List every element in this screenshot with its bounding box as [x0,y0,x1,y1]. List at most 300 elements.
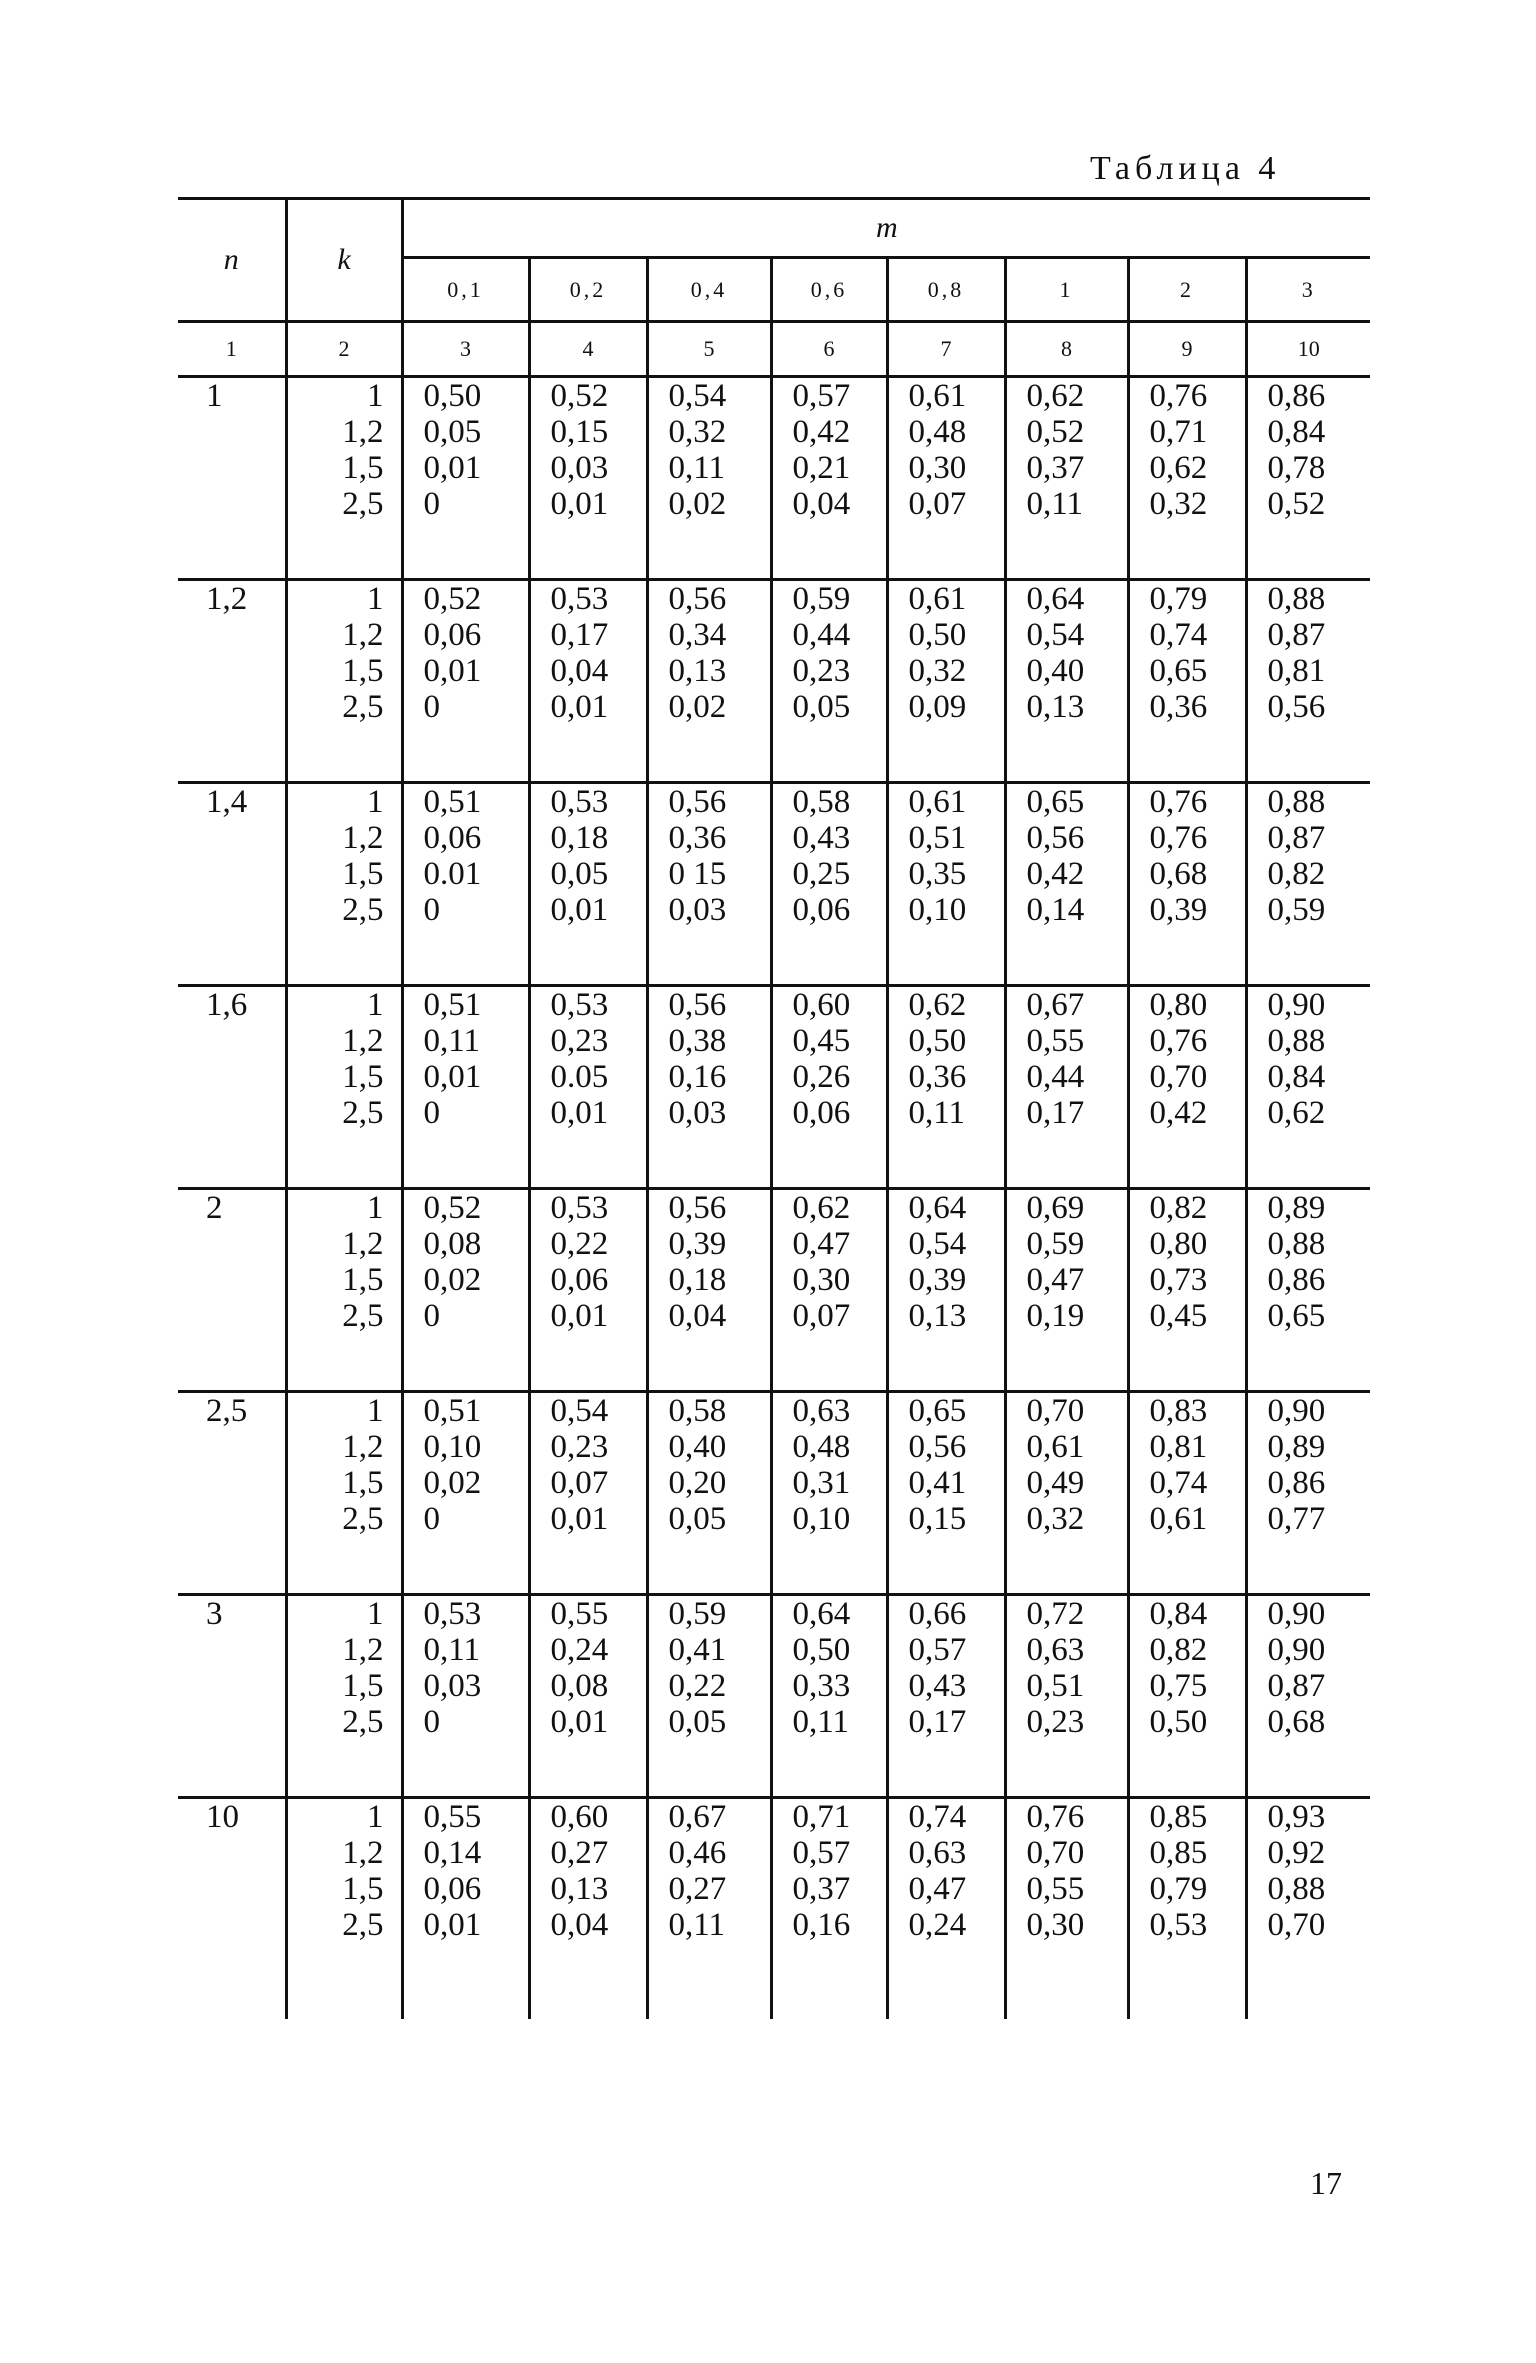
cell-value: 0,73 [1149,1262,1208,1298]
cell-value: 0,42 [792,414,851,450]
cell-value: 0,01 [423,1059,482,1095]
cell-value: 0,66 [908,1596,967,1632]
column-numbers-row [178,322,1370,377]
cell-values [771,377,887,580]
header-m-value: 1 [1005,258,1128,322]
cell-values [647,1392,771,1595]
cell-values [771,1798,887,2020]
cell-value: 0,59 [1267,892,1326,928]
header-m-value: 3 [1246,258,1370,322]
cell-value: 0,76 [1149,820,1208,856]
cell-value: 0,90 [1267,987,1326,1023]
cell-value: 0,01 [423,653,482,689]
table-row-group [178,986,1370,1189]
k-value: 1 [367,1393,384,1429]
cell-value: 0,03 [668,1095,727,1131]
cell-value: 0,06 [792,892,851,928]
cell-values [1128,580,1246,783]
cell-value: 0.05 [550,1059,609,1095]
cell-value: 0,60 [792,987,851,1023]
k-value: 1,5 [342,1668,384,1704]
cell-values [529,1595,647,1798]
cell-value: 0,22 [550,1226,609,1262]
cell-n: 10 [178,1798,286,2020]
cell-value: 0,24 [908,1907,967,1943]
cell-value: 0,32 [908,653,967,689]
cell-value: 0.01 [423,856,482,892]
cell-value: 0,11 [423,1632,481,1668]
k-value: 2,5 [342,1501,384,1537]
cell-values [647,783,771,986]
cell-value: 0,44 [792,617,851,653]
cell-value: 0,55 [1026,1871,1085,1907]
cell-value: 0,64 [792,1596,851,1632]
cell-value: 0,56 [1267,689,1326,725]
cell-value: 0,03 [423,1668,482,1704]
cell-values [1246,580,1370,783]
cell-values [647,1189,771,1392]
cell-values [887,1392,1005,1595]
cell-value: 0,88 [1267,1871,1326,1907]
cell-value: 0,05 [668,1501,727,1537]
cell-value: 0,44 [1026,1059,1085,1095]
cell-values [1128,783,1246,986]
cell-values [1005,1798,1128,2020]
cell-value: 0,01 [550,1095,609,1131]
cell-k [286,580,402,783]
cell-value: 0,54 [908,1226,967,1262]
header-m: m [402,199,1370,258]
cell-value: 0,89 [1267,1429,1326,1465]
cell-k [286,1798,402,2020]
cell-value: 0,01 [423,1907,482,1943]
cell-k [286,377,402,580]
cell-value: 0,53 [550,784,609,820]
k-value: 1 [367,1596,384,1632]
column-number: 8 [1005,322,1128,377]
cell-value: 0,37 [792,1871,851,1907]
cell-value: 0,10 [423,1429,482,1465]
cell-value: 0,88 [1267,1023,1326,1059]
cell-value: 0,90 [1267,1632,1326,1668]
cell-value: 0,90 [1267,1596,1326,1632]
column-number: 1 [178,322,286,377]
cell-value: 0,74 [1149,1465,1208,1501]
cell-value: 0,57 [908,1632,967,1668]
cell-value: 0,57 [792,378,851,414]
cell-value: 0,06 [423,1871,482,1907]
cell-values [402,1595,529,1798]
cell-value: 0,68 [1149,856,1208,892]
cell-value: 0,65 [1267,1298,1326,1334]
header-m-value: 0,4 [647,258,771,322]
cell-value: 0,11 [908,1095,966,1131]
cell-value: 0,53 [550,1190,609,1226]
cell-value: 0,65 [1149,653,1208,689]
column-number: 9 [1128,322,1246,377]
cell-value: 0,01 [423,450,482,486]
cell-value: 0,27 [550,1835,609,1871]
cell-values [771,783,887,986]
cell-values [887,580,1005,783]
cell-value: 0,53 [1149,1907,1208,1943]
cell-value: 0,82 [1149,1632,1208,1668]
k-value: 1,2 [342,617,384,653]
cell-value: 0,70 [1267,1907,1326,1943]
cell-value: 0,80 [1149,1226,1208,1262]
cell-values [1246,1189,1370,1392]
cell-value: 0,63 [908,1835,967,1871]
cell-value: 0,01 [550,892,609,928]
k-value: 1 [367,1190,384,1226]
cell-values [887,1189,1005,1392]
cell-value: 0,62 [1149,450,1208,486]
cell-values [529,1392,647,1595]
cell-value: 0,41 [668,1632,727,1668]
cell-value: 0,55 [423,1799,482,1835]
cell-value: 0,06 [423,617,482,653]
cell-value: 0,92 [1267,1835,1326,1871]
cell-value: 0,76 [1026,1799,1085,1835]
cell-value: 0,51 [908,820,967,856]
cell-value: 0,79 [1149,1871,1208,1907]
cell-value: 0,37 [1026,450,1085,486]
cell-value: 0,50 [1149,1704,1208,1740]
cell-value: 0,04 [550,1907,609,1943]
data-table [178,197,1370,2019]
cell-value: 0,52 [1026,414,1085,450]
cell-values [887,377,1005,580]
cell-value: 0,84 [1149,1596,1208,1632]
k-value: 2,5 [342,689,384,725]
cell-values [1246,1798,1370,2020]
cell-value: 0,51 [1026,1668,1085,1704]
cell-value: 0,42 [1149,1095,1208,1131]
header-m-value: 0,2 [529,258,647,322]
cell-value: 0,87 [1267,1668,1326,1704]
cell-values [1005,377,1128,580]
cell-value: 0 [423,689,440,725]
cell-value: 0,43 [792,820,851,856]
cell-value: 0,62 [908,987,967,1023]
cell-value: 0,48 [908,414,967,450]
cell-value: 0,58 [792,784,851,820]
cell-values [647,580,771,783]
cell-value: 0 [423,1095,440,1131]
cell-value: 0,54 [668,378,727,414]
cell-k [286,1392,402,1595]
cell-values [647,1595,771,1798]
cell-value: 0,69 [1026,1190,1085,1226]
cell-value: 0,47 [1026,1262,1085,1298]
cell-value: 0,18 [668,1262,727,1298]
cell-value: 0,06 [792,1095,851,1131]
cell-value: 0,55 [550,1596,609,1632]
cell-value: 0,16 [792,1907,851,1943]
cell-value: 0,88 [1267,581,1326,617]
cell-value: 0,13 [1026,689,1085,725]
cell-value: 0,93 [1267,1799,1326,1835]
k-value: 1,5 [342,450,384,486]
cell-n: 3 [178,1595,286,1798]
cell-value: 0,51 [423,987,482,1023]
cell-value: 0,21 [792,450,851,486]
cell-value: 0,35 [908,856,967,892]
table-row-group [178,783,1370,986]
cell-value: 0,46 [668,1835,727,1871]
cell-value: 0 [423,892,440,928]
cell-value: 0,63 [1026,1632,1085,1668]
k-value: 1 [367,987,384,1023]
table-row-group [178,580,1370,783]
column-number: 10 [1246,322,1370,377]
k-value: 1,5 [342,856,384,892]
cell-value: 0,14 [1026,892,1085,928]
cell-values [1128,1595,1246,1798]
cell-value: 0,13 [908,1298,967,1334]
cell-values [1005,1392,1128,1595]
cell-value: 0,61 [1149,1501,1208,1537]
cell-value: 0,83 [1149,1393,1208,1429]
cell-value: 0,23 [550,1429,609,1465]
cell-value: 0,01 [550,1501,609,1537]
cell-values [887,1595,1005,1798]
cell-value: 0,22 [668,1668,727,1704]
cell-values [402,580,529,783]
k-value: 1,2 [342,1429,384,1465]
cell-value: 0,53 [550,581,609,617]
cell-value: 0,85 [1149,1835,1208,1871]
cell-value: 0,56 [668,784,727,820]
cell-value: 0,34 [668,617,727,653]
k-value: 1,5 [342,1871,384,1907]
k-value: 1,2 [342,414,384,450]
cell-value: 0,47 [792,1226,851,1262]
cell-value: 0,10 [908,892,967,928]
cell-value: 0,67 [668,1799,727,1835]
cell-value: 0,16 [668,1059,727,1095]
cell-value: 0,74 [1149,617,1208,653]
cell-value: 0 [423,1704,440,1740]
cell-value: 0,51 [423,1393,482,1429]
k-value: 2,5 [342,1095,384,1131]
cell-value: 0,76 [1149,784,1208,820]
k-value: 2,5 [342,1298,384,1334]
cell-values [887,1798,1005,2020]
cell-values [1128,986,1246,1189]
cell-value: 0,23 [1026,1704,1085,1740]
cell-value: 0,54 [550,1393,609,1429]
cell-value: 0,11 [668,450,726,486]
cell-value: 0,06 [550,1262,609,1298]
cell-value: 0,11 [668,1907,726,1943]
k-value: 1,2 [342,1835,384,1871]
cell-values [529,986,647,1189]
cell-values [771,1392,887,1595]
cell-values [647,377,771,580]
cell-value: 0,87 [1267,617,1326,653]
cell-value: 0,01 [550,689,609,725]
cell-value: 0,26 [792,1059,851,1095]
cell-value: 0,82 [1267,856,1326,892]
header-m-value: 0,8 [887,258,1005,322]
cell-value: 0,01 [550,1704,609,1740]
cell-value: 0,08 [550,1668,609,1704]
cell-value: 0 [423,1298,440,1334]
cell-value: 0,15 [550,414,609,450]
cell-value: 0,76 [1149,1023,1208,1059]
cell-value: 0,61 [1026,1429,1085,1465]
cell-value: 0,02 [668,689,727,725]
cell-values [647,1798,771,2020]
cell-value: 0,36 [668,820,727,856]
cell-value: 0,62 [792,1190,851,1226]
cell-values [1005,1189,1128,1392]
cell-values [1005,1595,1128,1798]
table-row-group [178,377,1370,580]
cell-value: 0,52 [423,1190,482,1226]
cell-n: 2,5 [178,1392,286,1595]
cell-value: 0,64 [908,1190,967,1226]
cell-value: 0,76 [1149,378,1208,414]
cell-value: 0,11 [423,1023,481,1059]
table-row-group [178,1595,1370,1798]
cell-k [286,986,402,1189]
cell-value: 0,65 [908,1393,967,1429]
cell-values [402,986,529,1189]
cell-values [529,1798,647,2020]
column-number: 7 [887,322,1005,377]
column-number: 3 [402,322,529,377]
cell-value: 0,48 [792,1429,851,1465]
cell-value: 0,62 [1267,1095,1326,1131]
cell-value: 0,61 [908,784,967,820]
k-value: 1,5 [342,1262,384,1298]
cell-value: 0,38 [668,1023,727,1059]
cell-values [771,580,887,783]
cell-value: 0,04 [792,486,851,522]
cell-value: 0,10 [792,1501,851,1537]
cell-value: 0,07 [908,486,967,522]
k-value: 2,5 [342,1704,384,1740]
cell-value: 0,54 [1026,617,1085,653]
cell-value: 0,05 [668,1704,727,1740]
cell-value: 0,43 [908,1668,967,1704]
cell-value: 0,61 [908,378,967,414]
cell-value: 0,05 [550,856,609,892]
cell-value: 0,36 [1149,689,1208,725]
cell-value: 0,50 [792,1632,851,1668]
cell-value: 0,39 [1149,892,1208,928]
cell-values [529,1189,647,1392]
cell-value: 0,77 [1267,1501,1326,1537]
cell-value: 0,52 [550,378,609,414]
cell-value: 0,41 [908,1465,967,1501]
cell-value: 0,81 [1149,1429,1208,1465]
table-row-group [178,1392,1370,1595]
cell-value: 0,72 [1026,1596,1085,1632]
cell-value: 0,50 [423,378,482,414]
cell-value: 0,59 [1026,1226,1085,1262]
cell-value: 0,71 [1149,414,1208,450]
cell-value: 0,15 [908,1501,967,1537]
cell-value: 0,89 [1267,1190,1326,1226]
cell-values [529,580,647,783]
cell-value: 0,39 [668,1226,727,1262]
cell-value: 0,01 [550,1298,609,1334]
cell-values [1128,1392,1246,1595]
cell-n: 2 [178,1189,286,1392]
table-row-group [178,1798,1370,2020]
table-body [178,377,1370,2020]
cell-value: 0,86 [1267,378,1326,414]
cell-value: 0,25 [792,856,851,892]
cell-value: 0,30 [792,1262,851,1298]
cell-value: 0,55 [1026,1023,1085,1059]
k-value: 1 [367,378,384,414]
cell-value: 0,47 [908,1871,967,1907]
cell-value: 0,67 [1026,987,1085,1023]
cell-value: 0,03 [668,892,727,928]
cell-value: 0 15 [668,856,727,892]
cell-value: 0,85 [1149,1799,1208,1835]
cell-values [1005,783,1128,986]
cell-value: 0,11 [1026,486,1084,522]
cell-value: 0,53 [423,1596,482,1632]
cell-value: 0,86 [1267,1465,1326,1501]
k-value: 1,2 [342,1632,384,1668]
header-m-value: 0,6 [771,258,887,322]
cell-value: 0,88 [1267,784,1326,820]
cell-value: 0,23 [792,653,851,689]
column-number: 2 [286,322,402,377]
cell-value: 0,17 [550,617,609,653]
cell-value: 0 [423,1501,440,1537]
cell-value: 0,75 [1149,1668,1208,1704]
cell-value: 0,60 [550,1799,609,1835]
cell-value: 0,11 [792,1704,850,1740]
cell-values [1246,1392,1370,1595]
cell-value: 0,04 [550,653,609,689]
cell-value: 0,70 [1026,1393,1085,1429]
cell-value: 0,87 [1267,820,1326,856]
cell-value: 0,78 [1267,450,1326,486]
cell-value: 0,84 [1267,414,1326,450]
cell-value: 0,04 [668,1298,727,1334]
cell-value: 0,32 [1026,1501,1085,1537]
cell-value: 0,50 [908,617,967,653]
k-value: 1 [367,1799,384,1835]
cell-value: 0,81 [1267,653,1326,689]
cell-value: 0,56 [908,1429,967,1465]
cell-value: 0,49 [1026,1465,1085,1501]
cell-value: 0,61 [908,581,967,617]
cell-value: 0,56 [668,987,727,1023]
cell-value: 0,40 [668,1429,727,1465]
cell-value: 0,18 [550,820,609,856]
cell-value: 0,17 [908,1704,967,1740]
cell-value: 0,17 [1026,1095,1085,1131]
column-number: 6 [771,322,887,377]
header-m-value: 2 [1128,258,1246,322]
cell-values [887,986,1005,1189]
cell-value: 0,59 [792,581,851,617]
cell-value: 0,02 [423,1262,482,1298]
cell-value: 0,31 [792,1465,851,1501]
cell-value: 0,02 [423,1465,482,1501]
cell-value: 0,19 [1026,1298,1085,1334]
cell-value: 0,70 [1149,1059,1208,1095]
